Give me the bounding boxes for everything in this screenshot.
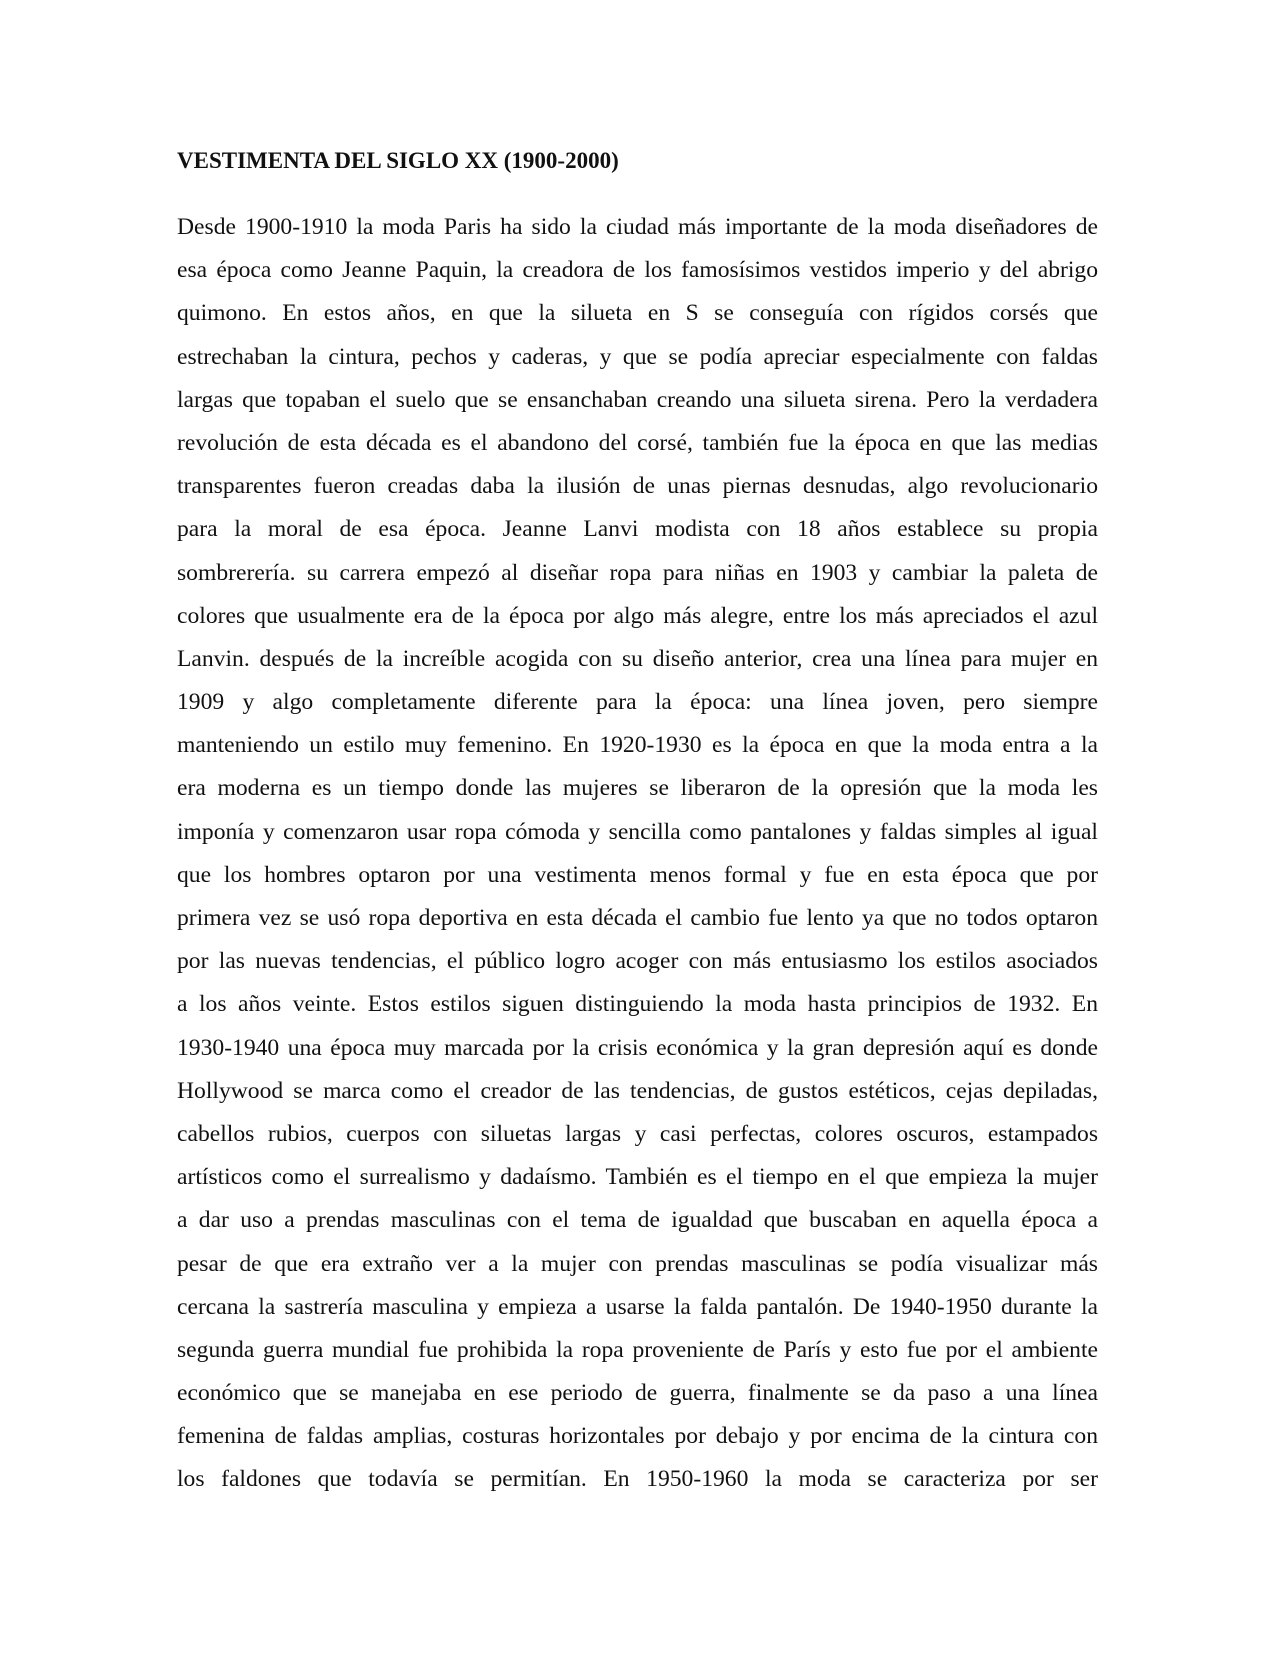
text-line: que los hombres optaron por una vestimenta menos formal y fue en esta época que por bbox=[177, 861, 1098, 888]
text-line: estrechaban la cintura, pechos y caderas, y que se podía apreciar especialmente con faldas bbox=[177, 343, 1098, 370]
text-line: esa época como Jeanne Paquin, la creadora de los famosísimos vestidos imperio y del abrigo bbox=[177, 257, 1098, 284]
body-paragraph bbox=[177, 206, 1098, 1502]
text-line: 1930-1940 una época muy marcada por la crisis económica y la gran depresión aquí es donde bbox=[177, 1034, 1098, 1061]
text-line: Hollywood se marca como el creador de las tendencias, de gustos estéticos, cejas depiladas, bbox=[177, 1077, 1098, 1104]
text-line: artísticos como el surrealismo y dadaísmo. También es el tiempo en el que empieza la mujer bbox=[177, 1164, 1098, 1191]
text-line: económico que se manejaba en ese periodo de guerra, finalmente se da paso a una línea bbox=[177, 1380, 1098, 1407]
text-line: Desde 1900-1910 la moda Paris ha sido la ciudad más importante de la moda diseñadores de bbox=[177, 214, 1098, 240]
text-line: a los años veinte. Estos estilos siguen distinguiendo la moda hasta principios de 1932. En bbox=[177, 991, 1098, 1018]
text-line: sombrerería. su carrera empezó al diseñar ropa para niñas en 1903 y cambiar la paleta de bbox=[177, 559, 1098, 586]
text-line: los faldones que todavía se permitían. En 1950-1960 la moda se caracteriza por ser bbox=[177, 1466, 1098, 1493]
text-line: cabellos rubios, cuerpos con siluetas largas y casi perfectas, colores oscuros, estampados bbox=[177, 1120, 1098, 1147]
text-line: primera vez se usó ropa deportiva en esta década el cambio fue lento ya que no todos optaron bbox=[177, 905, 1098, 931]
text-line: manteniendo un estilo muy femenino. En 1920-1930 es la época en que la moda entra a la bbox=[177, 732, 1098, 759]
text-line: imponía y comenzaron usar ropa cómoda y sencilla como pantalones y faldas simples al igual bbox=[177, 818, 1098, 845]
text-line: femenina de faldas amplias, costuras horizontales por debajo y por encima de la cintura con bbox=[177, 1423, 1098, 1450]
text-line: por las nuevas tendencias, el público logro acoger con más entusiasmo los estilos asociados bbox=[177, 948, 1098, 975]
text-line: segunda guerra mundial fue prohibida la ropa proveniente de París y esto fue por el ambiente bbox=[177, 1336, 1098, 1363]
text-line: transparentes fueron creadas daba la ilusión de unas piernas desnudas, algo revolucionario bbox=[177, 473, 1098, 500]
text-line: 1909 y algo completamente diferente para la época: una línea joven, pero siempre bbox=[177, 689, 1098, 716]
text-line: a dar uso a prendas masculinas con el tema de igualdad que buscaban en aquella época a bbox=[177, 1207, 1098, 1234]
text-line: pesar de que era extraño ver a la mujer con prendas masculinas se podía visualizar más bbox=[177, 1250, 1098, 1277]
text-line: para la moral de esa época. Jeanne Lanvi modista con 18 años establece su propia bbox=[177, 516, 1098, 543]
text-line: largas que topaban el suelo que se ensanchaban creando una silueta sirena. Pero la verdadera bbox=[177, 386, 1098, 413]
text-line: revolución de esta década es el abandono del corsé, también fue la época en que las medias bbox=[177, 429, 1098, 456]
text-line: cercana la sastrería masculina y empieza a usarse la falda pantalón. De 1940-1950 durante la bbox=[177, 1293, 1098, 1320]
text-line: era moderna es un tiempo donde las mujeres se liberaron de la opresión que la moda les bbox=[177, 775, 1098, 802]
document-title: VESTIMENTA DEL SIGLO XX (1900-2000) bbox=[177, 148, 619, 173]
text-line: colores que usualmente era de la época por algo más alegre, entre los más apreciados el azul bbox=[177, 602, 1098, 629]
text-line: quimono. En estos años, en que la silueta en S se conseguía con rígidos corsés que bbox=[177, 300, 1098, 327]
text-line: Lanvin. después de la increíble acogida con su diseño anterior, crea una línea para mujer en bbox=[177, 645, 1098, 672]
